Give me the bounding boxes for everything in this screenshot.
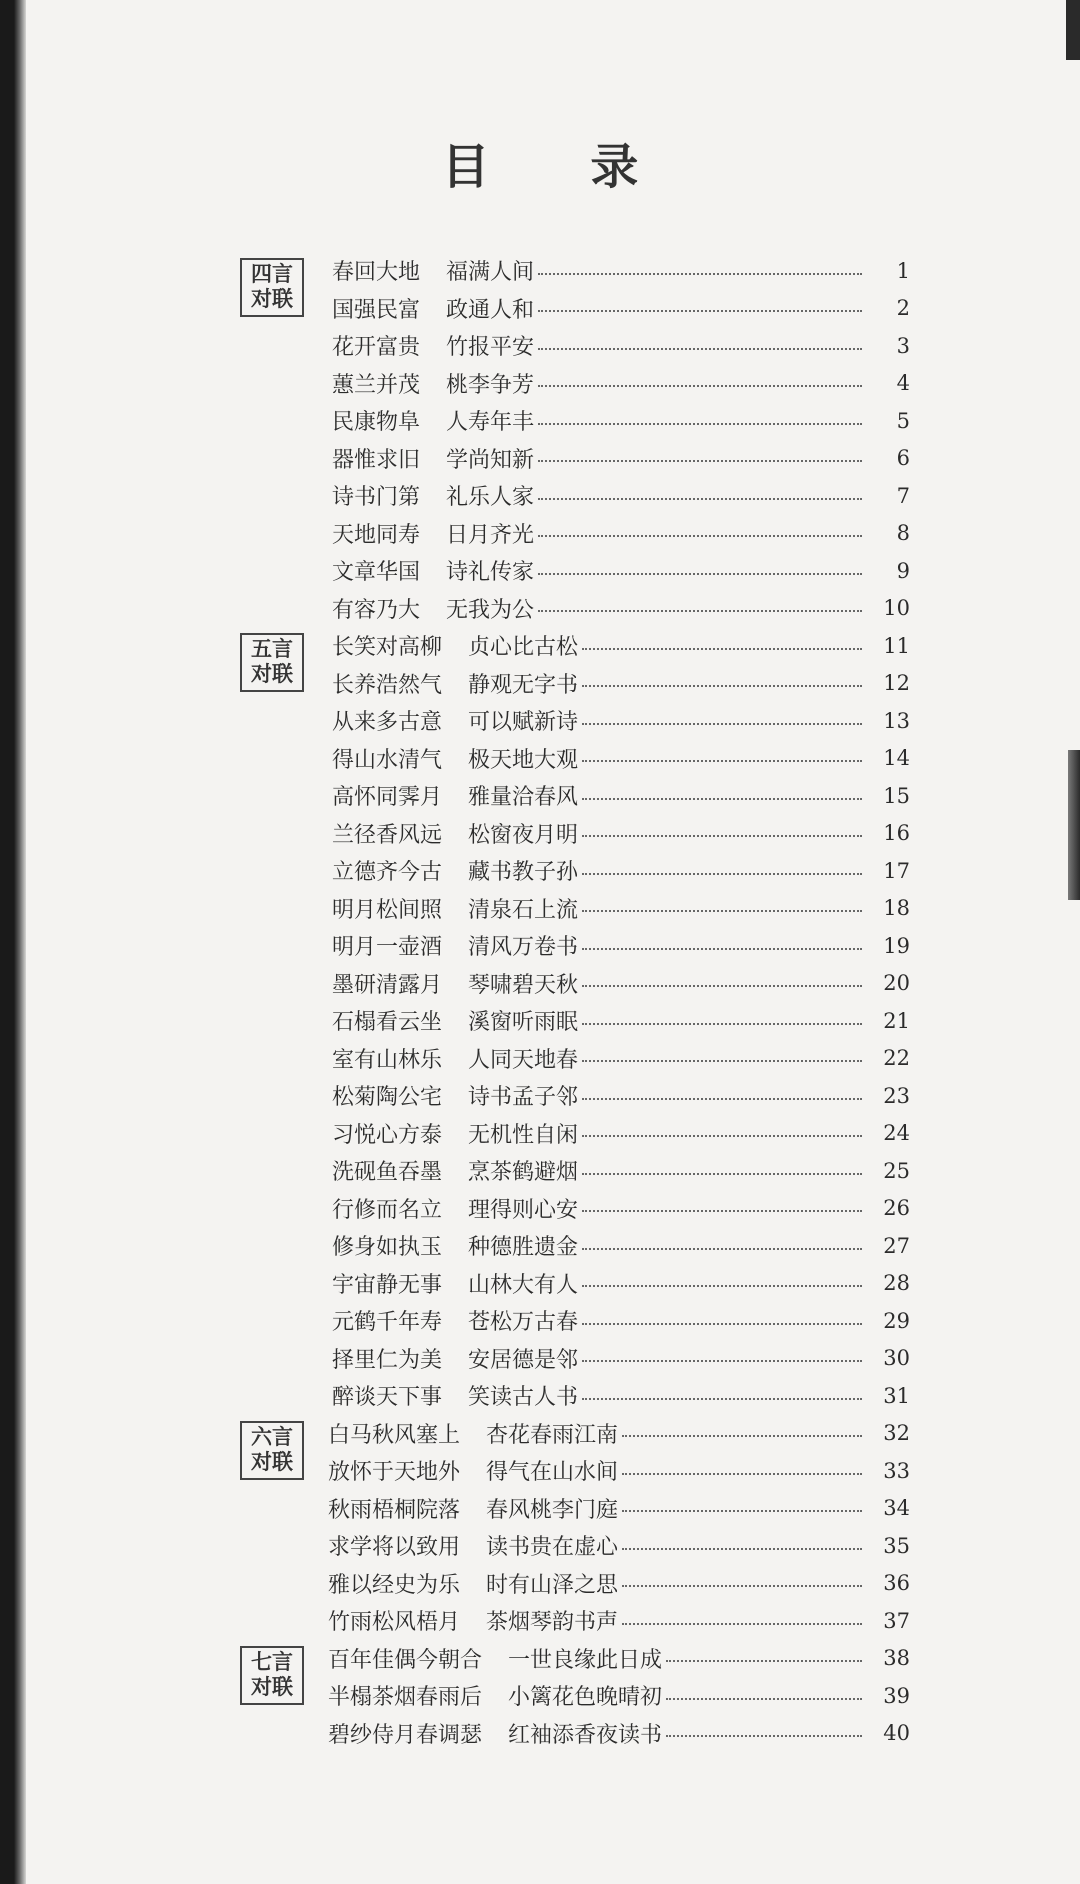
dot-leader bbox=[582, 1210, 862, 1212]
toc-entry[interactable] bbox=[0, 1340, 1080, 1378]
dot-leader bbox=[582, 1060, 862, 1062]
toc-entry[interactable] bbox=[0, 890, 1080, 928]
toc-entry[interactable] bbox=[0, 1040, 1080, 1078]
toc-entry[interactable] bbox=[0, 327, 1080, 365]
couplet-first-line: 长笑对高柳 bbox=[332, 635, 443, 661]
couplet-first-line: 宇宙静无事 bbox=[332, 1272, 443, 1298]
dot-leader bbox=[582, 1248, 862, 1250]
couplet-first-line: 竹雨松风梧月 bbox=[328, 1610, 461, 1636]
couplet-second-line: 可以赋新诗 bbox=[468, 710, 579, 736]
page-number: 39 bbox=[883, 1683, 910, 1708]
couplet-first-line: 国强民富 bbox=[332, 297, 421, 323]
page-number: 30 bbox=[883, 1346, 910, 1371]
toc-entry[interactable] bbox=[0, 1265, 1080, 1303]
dot-leader bbox=[666, 1698, 862, 1700]
toc-entry[interactable] bbox=[0, 1152, 1080, 1190]
dot-leader bbox=[622, 1548, 862, 1550]
couplet-second-line: 一世良缘此日成 bbox=[508, 1647, 663, 1673]
toc-entry[interactable] bbox=[0, 1640, 1080, 1678]
toc-entry[interactable] bbox=[0, 1002, 1080, 1040]
page-number: 27 bbox=[883, 1233, 910, 1258]
page-number: 33 bbox=[883, 1458, 910, 1483]
page-number: 32 bbox=[883, 1421, 910, 1446]
toc-entry[interactable] bbox=[0, 552, 1080, 590]
page-number: 18 bbox=[883, 896, 910, 921]
section-label-line: 对联 bbox=[251, 1449, 293, 1474]
toc-entry[interactable] bbox=[0, 515, 1080, 553]
couplet-second-line: 松窗夜月明 bbox=[468, 822, 579, 848]
dot-leader bbox=[582, 1398, 862, 1400]
dot-leader bbox=[582, 985, 862, 987]
dot-leader bbox=[582, 1323, 862, 1325]
page-number: 28 bbox=[883, 1271, 910, 1296]
couplet-first-line: 修身如执玉 bbox=[332, 1235, 443, 1261]
dot-leader bbox=[582, 1285, 862, 1287]
couplet-first-line: 碧纱侍月春调瑟 bbox=[328, 1722, 483, 1748]
toc-entry[interactable] bbox=[0, 1190, 1080, 1228]
couplet-first-line: 行修而名立 bbox=[332, 1197, 443, 1223]
couplet-second-line: 静观无字书 bbox=[468, 672, 579, 698]
couplet-second-line: 极天地大观 bbox=[468, 747, 579, 773]
couplet-second-line: 日月齐光 bbox=[446, 522, 535, 548]
dot-leader bbox=[582, 948, 862, 950]
couplet-first-line: 室有山林乐 bbox=[332, 1047, 443, 1073]
toc-entry[interactable] bbox=[0, 1302, 1080, 1340]
toc-entry[interactable] bbox=[0, 1449, 1080, 1490]
page-number: 8 bbox=[896, 521, 910, 546]
dot-leader bbox=[622, 1435, 862, 1437]
page-number: 5 bbox=[896, 408, 910, 433]
dot-leader bbox=[538, 610, 862, 612]
couplet-second-line: 贞心比古松 bbox=[468, 635, 579, 661]
couplet-second-line: 时有山泽之思 bbox=[486, 1572, 619, 1598]
page-number: 1 bbox=[896, 258, 910, 283]
page-number: 22 bbox=[883, 1046, 910, 1071]
toc-entry[interactable] bbox=[0, 1674, 1080, 1715]
page-number: 21 bbox=[883, 1008, 910, 1033]
toc-section bbox=[0, 1415, 1080, 1640]
couplet-second-line: 藏书教子孙 bbox=[468, 860, 579, 886]
couplet-first-line: 择里仁为美 bbox=[332, 1347, 443, 1373]
page-number: 7 bbox=[896, 483, 910, 508]
couplet-first-line: 元鹤千年寿 bbox=[332, 1310, 443, 1336]
couplet-first-line: 雅以经史为乐 bbox=[328, 1572, 461, 1598]
scan-edge-top bbox=[1066, 0, 1080, 60]
page-number: 12 bbox=[883, 671, 910, 696]
couplet-first-line: 松菊陶公宅 bbox=[332, 1085, 443, 1111]
couplet-first-line: 高怀同霁月 bbox=[332, 785, 443, 811]
toc-entry[interactable] bbox=[0, 477, 1080, 515]
page-number: 37 bbox=[883, 1608, 910, 1633]
toc-entry[interactable] bbox=[0, 1490, 1080, 1528]
page-number: 2 bbox=[896, 296, 910, 321]
page-number: 29 bbox=[883, 1308, 910, 1333]
dot-leader bbox=[582, 1023, 862, 1025]
couplet-first-line: 立德齐今古 bbox=[332, 860, 443, 886]
toc-entry[interactable] bbox=[0, 815, 1080, 853]
couplet-first-line: 有容乃大 bbox=[332, 597, 421, 623]
couplet-second-line: 无机性自闲 bbox=[468, 1122, 579, 1148]
couplet-first-line: 花开富贵 bbox=[332, 335, 421, 361]
page-number: 19 bbox=[883, 933, 910, 958]
toc-entry[interactable] bbox=[0, 965, 1080, 1003]
couplet-first-line: 求学将以致用 bbox=[328, 1535, 461, 1561]
page-number: 20 bbox=[883, 971, 910, 996]
toc-entry[interactable] bbox=[0, 590, 1080, 628]
couplet-second-line: 读书贵在虚心 bbox=[486, 1535, 619, 1561]
couplet-second-line: 雅量洽春风 bbox=[468, 785, 579, 811]
couplet-second-line: 烹茶鹤避烟 bbox=[468, 1160, 579, 1186]
couplet-second-line: 桃李争芳 bbox=[446, 372, 535, 398]
page-number: 25 bbox=[883, 1158, 910, 1183]
couplet-second-line: 理得则心安 bbox=[468, 1197, 579, 1223]
couplet-second-line: 竹报平安 bbox=[446, 335, 535, 361]
couplet-first-line: 天地同寿 bbox=[332, 522, 421, 548]
page-number: 38 bbox=[883, 1646, 910, 1671]
couplet-first-line: 墨研清露月 bbox=[332, 972, 443, 998]
dot-leader bbox=[582, 685, 862, 687]
toc-entry[interactable] bbox=[0, 290, 1080, 328]
couplet-second-line: 诗书孟子邻 bbox=[468, 1085, 579, 1111]
dot-leader bbox=[538, 273, 862, 275]
toc-section bbox=[0, 252, 1080, 627]
dot-leader bbox=[538, 385, 862, 387]
dot-leader bbox=[538, 498, 862, 500]
toc-entry[interactable] bbox=[0, 1415, 1080, 1453]
toc-section bbox=[0, 1640, 1080, 1753]
couplet-first-line: 醉谈天下事 bbox=[332, 1385, 443, 1411]
dot-leader bbox=[538, 348, 862, 350]
toc-entry[interactable] bbox=[0, 1602, 1080, 1640]
couplet-second-line: 礼乐人家 bbox=[446, 485, 535, 511]
page-number: 35 bbox=[883, 1533, 910, 1558]
dot-leader bbox=[666, 1660, 862, 1662]
dot-leader bbox=[666, 1735, 862, 1737]
dot-leader bbox=[582, 1098, 862, 1100]
toc-entry[interactable] bbox=[0, 440, 1080, 478]
section-label-line: 对联 bbox=[251, 287, 293, 311]
couplet-second-line: 琴啸碧天秋 bbox=[468, 972, 579, 998]
dot-leader bbox=[538, 573, 862, 575]
couplet-second-line: 溪窗听雨眠 bbox=[468, 1010, 579, 1036]
section-label-line: 七言 bbox=[251, 1649, 293, 1674]
couplet-first-line: 白马秋风塞上 bbox=[328, 1422, 461, 1448]
couplet-second-line: 红袖添香夜读书 bbox=[508, 1722, 663, 1748]
section-label-line: 五言 bbox=[251, 637, 293, 661]
page-number: 10 bbox=[883, 596, 910, 621]
couplet-second-line: 茶烟琴韵书声 bbox=[486, 1610, 619, 1636]
couplet-first-line: 明月松间照 bbox=[332, 897, 443, 923]
section-label-line: 六言 bbox=[251, 1424, 293, 1449]
page-number: 34 bbox=[883, 1496, 910, 1521]
dot-leader bbox=[538, 310, 862, 312]
couplet-second-line: 政通人和 bbox=[446, 297, 535, 323]
toc-entry[interactable] bbox=[0, 702, 1080, 740]
dot-leader bbox=[582, 760, 862, 762]
page-number: 17 bbox=[883, 858, 910, 883]
toc-entry[interactable] bbox=[0, 740, 1080, 778]
toc-entry[interactable] bbox=[0, 1227, 1080, 1265]
dot-leader bbox=[582, 873, 862, 875]
page-number: 11 bbox=[883, 633, 910, 658]
couplet-first-line: 放怀于天地外 bbox=[328, 1460, 461, 1486]
dot-leader bbox=[622, 1585, 862, 1587]
couplet-second-line: 人同天地春 bbox=[468, 1047, 579, 1073]
couplet-first-line: 百年佳偶今朝合 bbox=[328, 1647, 483, 1673]
couplet-second-line: 清风万卷书 bbox=[468, 935, 579, 961]
section-label-line: 对联 bbox=[251, 662, 293, 686]
couplet-second-line: 种德胜遗金 bbox=[468, 1235, 579, 1261]
dot-leader bbox=[622, 1623, 862, 1625]
couplet-second-line: 人寿年丰 bbox=[446, 410, 535, 436]
dot-leader bbox=[538, 535, 862, 537]
couplet-second-line: 春风桃李门庭 bbox=[486, 1497, 619, 1523]
couplet-first-line: 兰径香风远 bbox=[332, 822, 443, 848]
dot-leader bbox=[582, 1135, 862, 1137]
couplet-second-line: 笑读古人书 bbox=[468, 1385, 579, 1411]
couplet-first-line: 得山水清气 bbox=[332, 747, 443, 773]
table-of-contents bbox=[0, 252, 1080, 1752]
toc-section bbox=[0, 627, 1080, 1415]
page-number: 4 bbox=[896, 371, 910, 396]
toc-entry[interactable] bbox=[0, 927, 1080, 965]
couplet-first-line: 诗书门第 bbox=[332, 485, 421, 511]
page-number: 3 bbox=[896, 333, 910, 358]
page-number: 6 bbox=[896, 446, 910, 471]
page-number: 26 bbox=[883, 1196, 910, 1221]
couplet-second-line: 诗礼传家 bbox=[446, 560, 535, 586]
toc-entry[interactable] bbox=[0, 402, 1080, 440]
dot-leader bbox=[622, 1510, 862, 1512]
toc-entry[interactable] bbox=[0, 1565, 1080, 1603]
couplet-second-line: 安居德是邻 bbox=[468, 1347, 579, 1373]
toc-entry[interactable] bbox=[0, 365, 1080, 403]
couplet-first-line: 器惟求旧 bbox=[332, 447, 421, 473]
couplet-first-line: 半榻茶烟春雨后 bbox=[328, 1685, 483, 1711]
toc-entry[interactable] bbox=[0, 1077, 1080, 1115]
page-title: 目 录 bbox=[441, 139, 681, 195]
page-number: 14 bbox=[883, 746, 910, 771]
page-number: 15 bbox=[883, 783, 910, 808]
dot-leader bbox=[582, 1173, 862, 1175]
couplet-second-line: 无我为公 bbox=[446, 597, 535, 623]
couplet-second-line: 福满人间 bbox=[446, 260, 535, 286]
couplet-first-line: 石榻看云坐 bbox=[332, 1010, 443, 1036]
couplet-first-line: 长养浩然气 bbox=[332, 672, 443, 698]
couplet-second-line: 学尚知新 bbox=[446, 447, 535, 473]
toc-entry[interactable] bbox=[0, 777, 1080, 815]
dot-leader bbox=[538, 423, 862, 425]
page-number: 40 bbox=[883, 1721, 910, 1746]
dot-leader bbox=[538, 460, 862, 462]
dot-leader bbox=[582, 648, 862, 650]
toc-entry[interactable] bbox=[0, 852, 1080, 890]
toc-entry[interactable] bbox=[0, 1527, 1080, 1565]
dot-leader bbox=[582, 910, 862, 912]
page-number: 9 bbox=[896, 558, 910, 583]
toc-entry[interactable] bbox=[0, 1715, 1080, 1753]
dot-leader bbox=[582, 1360, 862, 1362]
toc-entry[interactable] bbox=[0, 1115, 1080, 1153]
couplet-second-line: 山林大有人 bbox=[468, 1272, 579, 1298]
couplet-second-line: 小篱花色晚晴初 bbox=[508, 1685, 663, 1711]
dot-leader bbox=[582, 798, 862, 800]
page-number: 16 bbox=[883, 821, 910, 846]
couplet-second-line: 清泉石上流 bbox=[468, 897, 579, 923]
couplet-first-line: 明月一壶酒 bbox=[332, 935, 443, 961]
toc-entry[interactable] bbox=[0, 665, 1080, 703]
dot-leader bbox=[622, 1473, 862, 1475]
couplet-first-line: 从来多古意 bbox=[332, 710, 443, 736]
dot-leader bbox=[582, 835, 862, 837]
couplet-second-line: 得气在山水间 bbox=[486, 1460, 619, 1486]
couplet-second-line: 杏花春雨江南 bbox=[486, 1422, 619, 1448]
page-number: 31 bbox=[883, 1383, 910, 1408]
couplet-first-line: 蕙兰并茂 bbox=[332, 372, 421, 398]
dot-leader bbox=[582, 723, 862, 725]
page-number: 36 bbox=[883, 1571, 910, 1596]
section-label-line: 对联 bbox=[251, 1674, 293, 1699]
couplet-first-line: 秋雨梧桐院落 bbox=[328, 1497, 461, 1523]
toc-entry[interactable] bbox=[0, 627, 1080, 665]
couplet-first-line: 洗砚鱼吞墨 bbox=[332, 1160, 443, 1186]
section-label-line: 四言 bbox=[251, 262, 293, 286]
toc-entry[interactable] bbox=[0, 252, 1080, 290]
couplet-first-line: 文章华国 bbox=[332, 560, 421, 586]
couplet-second-line: 苍松万古春 bbox=[468, 1310, 579, 1336]
page-number: 24 bbox=[883, 1121, 910, 1146]
couplet-first-line: 民康物阜 bbox=[332, 410, 421, 436]
toc-entry[interactable] bbox=[0, 1377, 1080, 1415]
page-number: 23 bbox=[883, 1083, 910, 1108]
couplet-first-line: 习悦心方泰 bbox=[332, 1122, 443, 1148]
page-number: 13 bbox=[883, 708, 910, 733]
couplet-first-line: 春回大地 bbox=[332, 260, 421, 286]
